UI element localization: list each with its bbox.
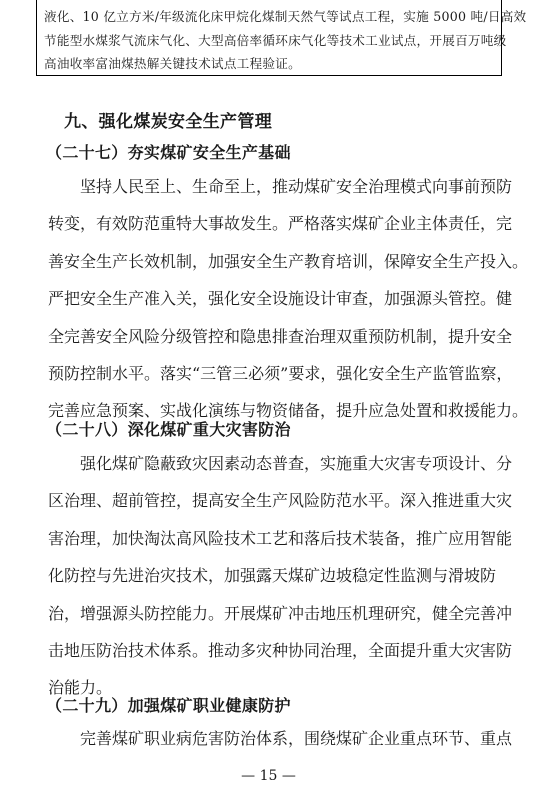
subsection-heading: （二十七）夯实煤矿安全生产基础 [46, 143, 291, 162]
section-title: 九、强化煤炭安全生产管理 [64, 112, 273, 132]
paragraph-line: 击地压防治技术体系。推动多灾种协同治理，全面提升重大灾害防 [48, 641, 513, 661]
paragraph [48, 445, 513, 707]
paragraph-line: 全完善安全风险分级管控和隐患排查治理双重预防机制，提升安全 [48, 326, 513, 346]
paragraph-line: 治能力。 [48, 678, 113, 698]
paragraph-line: 预防控制水平。落实“三管三必须”要求，强化安全生产监管监察， [48, 364, 513, 384]
paragraph-line: 区治理、超前管控，提高安全生产风险防范水平。深入推进重大灾 [48, 491, 513, 511]
paragraph-line: 坚持人民至上、生命至上，推动煤矿安全治理模式向事前预防 [80, 177, 513, 196]
paragraph-line: 转变，有效防范重特大事故发生。严格落实煤矿企业主体责任，完 [48, 214, 513, 234]
box-line: 液化、10 亿立方米/年级流化床甲烷化煤制天然气等试点工程，实施 5000 吨/日高效 [44, 9, 527, 24]
paragraph-line: 善安全生产长效机制，加强安全生产教育培训，保障安全生产投入。 [48, 251, 529, 271]
paragraph-line: 治，增强源头防控能力。开展煤矿冲击地压机理研究，健全完善冲 [48, 603, 513, 623]
paragraph [48, 720, 513, 757]
paragraph-line: 害治理，加快淘汰高风险技术工艺和落后技术装备，推广应用智能 [48, 528, 513, 548]
paragraph [48, 168, 529, 430]
paragraph-line: 严把安全生产准入关，强化安全设施设计审查，加强源头管控。健 [48, 289, 513, 309]
paragraph-line: 完善煤矿职业病危害防治体系，围绕煤矿企业重点环节、重点 [80, 729, 513, 748]
paragraph-line: 化防控与先进治灾技术，加强露天煤矿边坡稳定性监测与滑坡防 [48, 566, 497, 586]
paragraph-line: 强化煤矿隐蔽致灾因素动态普查，实施重大灾害专项设计、分 [80, 454, 513, 473]
subsection-heading: （二十九）加强煤矿职业健康防护 [46, 696, 291, 715]
box-line: 高油收率富油煤热解关键技术试点工程验证。 [44, 56, 301, 71]
paragraph-line: 完善应急预案、实战化演练与物资储备，提升应急处置和救援能力。 [48, 401, 529, 421]
subsection-heading: （二十八）深化煤矿重大灾害防治 [46, 420, 291, 439]
page-number: — 15 — [241, 768, 296, 784]
box-line: 节能型水煤浆气流床气化、大型高倍率循环床气化等技术工业试点，开展百万吨级 [44, 32, 507, 48]
policy-text-box [36, 0, 527, 76]
